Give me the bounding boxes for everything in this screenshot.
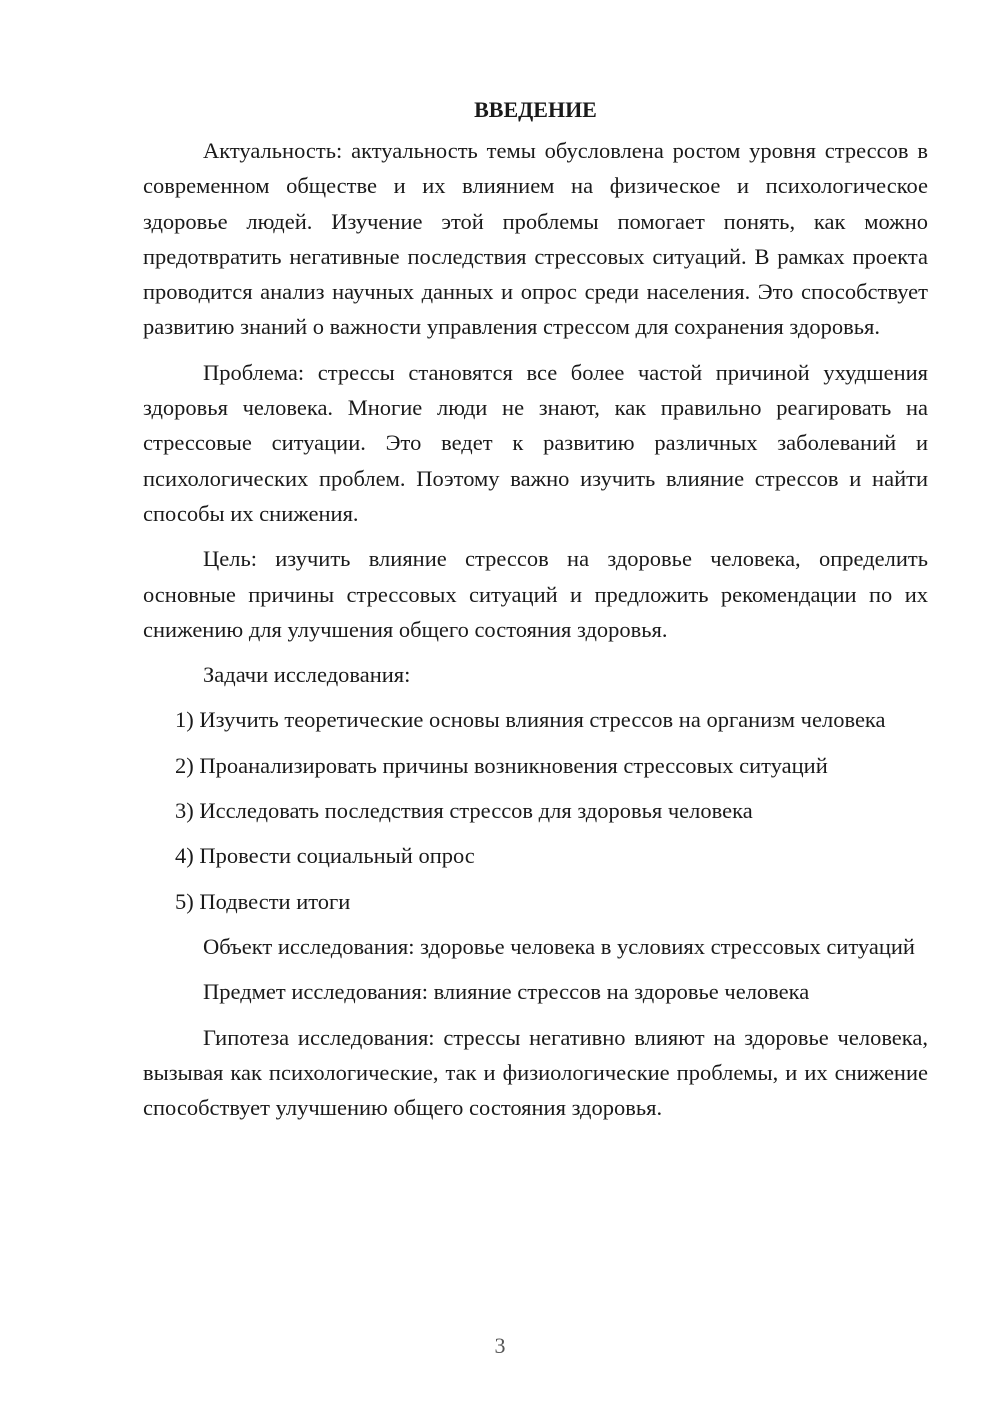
task-item: 2) Проанализировать причины возникновения стрессовых ситуаций [175,752,828,778]
paragraph-goal: Цель: изучить влияние стрессов на здоровье человека, определить основные причины стрессовых ситуаций и предложить рекомендации по их снижению для улучшения общего состояния здоровья. [143,546,928,642]
page-number: 3 [494,1333,506,1358]
task-item: 4) Провести социальный опрос [175,843,475,869]
paragraph-object: Объект исследования: здоровье человека в условиях стрессовых ситуаций [203,933,915,959]
paragraph-hypothesis: Гипотеза исследования: стрессы негативно влияют на здоровье человека, вызывая как психологические, так и физиологические проблемы, и их снижение способствует улучшению общего состояния здоровья. [143,1024,928,1121]
page-title: ВВЕДЕНИЕ [474,97,597,122]
paragraph-relevance: Актуальность: актуальность темы обусловлена ростом уровня стрессов в современном обществе и их влиянием на физическое и психологическое здоровье людей. Изучение этой проблемы помогает понять, как можно предотвратить негативные последствия стрессовых ситуаций. В рамках проекта проводится анализ научных данных и опрос среди населения. Это способствует развитию знаний о важности управления стрессом для сохранения здоровья. [143,138,928,340]
paragraph-subject: Предмет исследования: влияние стрессов на здоровье человека [203,979,810,1005]
task-item: 5) Подвести итоги [175,888,351,914]
tasks-heading: Задачи исследования: [203,662,411,688]
paragraph-problem: Проблема: стрессы становятся все более частой причиной ухудшения здоровья человека. Многие люди не знают, как правильно реагировать на стрессовые ситуации. Это ведет к развитию различных заболеваний и психологических проблем. Поэтому важно изучить влияние стрессов и найти способы их снижения. [143,359,928,526]
task-item: 3) Исследовать последствия стрессов для здоровья человека [175,798,753,824]
task-item: 1) Изучить теоретические основы влияния стрессов на организм человека [175,707,886,733]
document-page [143,92,928,1135]
